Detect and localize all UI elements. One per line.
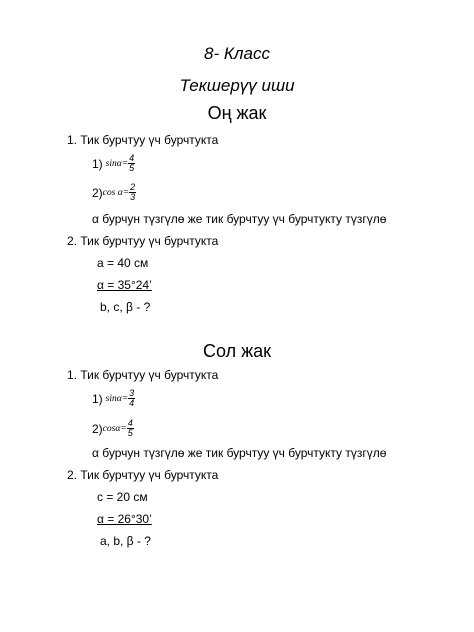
left-side-heading: Сол жак — [202, 341, 272, 361]
trig-function: cosα — [102, 423, 121, 434]
right-side-heading: Оң жак — [207, 103, 267, 123]
fraction — [127, 419, 134, 438]
left-task2-given-angle: α = 26°30’ — [97, 512, 152, 526]
left-task2-label: 2. Тик бурчтуу үч бурчтукта — [67, 468, 219, 482]
class-title: 8- Класс — [204, 44, 270, 63]
right-task2-given-angle: α = 35°24’ — [97, 278, 152, 292]
equals-sign: = — [122, 187, 130, 198]
fraction-denominator: 5 — [129, 163, 135, 173]
left-task2-find: a, b, β - ? — [100, 534, 151, 548]
item-number: 1) — [92, 156, 103, 171]
item-number: 2) — [92, 185, 103, 200]
item-number: 2) — [92, 421, 103, 436]
fraction-denominator: 4 — [129, 398, 135, 408]
fraction-numerator: 4 — [127, 418, 133, 428]
right-task1-item1 — [92, 154, 135, 173]
left-task1-item2 — [92, 419, 134, 438]
fraction — [129, 183, 136, 202]
fraction-numerator: 3 — [129, 388, 135, 398]
left-task1-label: 1. Тик бурчтуу үч бурчтукта — [67, 368, 219, 382]
fraction-numerator: 4 — [129, 153, 135, 163]
right-task2-label: 2. Тик бурчтуу үч бурчтукта — [67, 234, 219, 248]
item-number: 1) — [92, 391, 103, 406]
fraction-numerator: 2 — [130, 182, 136, 192]
equals-sign: = — [121, 393, 129, 404]
left-task1-item1 — [92, 389, 135, 408]
right-task1-label: 1. Тик бурчтуу үч бурчтукта — [67, 133, 219, 147]
fraction — [128, 154, 135, 173]
right-task1-instruction: α бурчун түзгүлө же тик бурчтуу үч бурчтукту түзгүлө — [92, 212, 387, 226]
fraction-denominator: 3 — [130, 192, 136, 202]
left-task2-given-side: c = 20 см — [97, 490, 148, 504]
right-task2-given-side: a = 40 см — [97, 256, 149, 270]
right-task1-item2 — [92, 183, 136, 202]
left-task1-instruction: α бурчун түзгүлө же тик бурчтуу үч бурчтукту түзгүлө — [92, 446, 387, 460]
trig-function: sinα — [105, 393, 122, 404]
fraction — [128, 389, 135, 408]
equals-sign: = — [121, 158, 129, 169]
trig-function: sinα — [105, 158, 122, 169]
equals-sign: = — [120, 423, 127, 434]
fraction-denominator: 5 — [127, 428, 133, 438]
trig-function: cos α — [102, 187, 123, 198]
right-task2-find: b, c, β - ? — [100, 300, 151, 314]
work-title: Текшерүү иши — [179, 76, 295, 95]
